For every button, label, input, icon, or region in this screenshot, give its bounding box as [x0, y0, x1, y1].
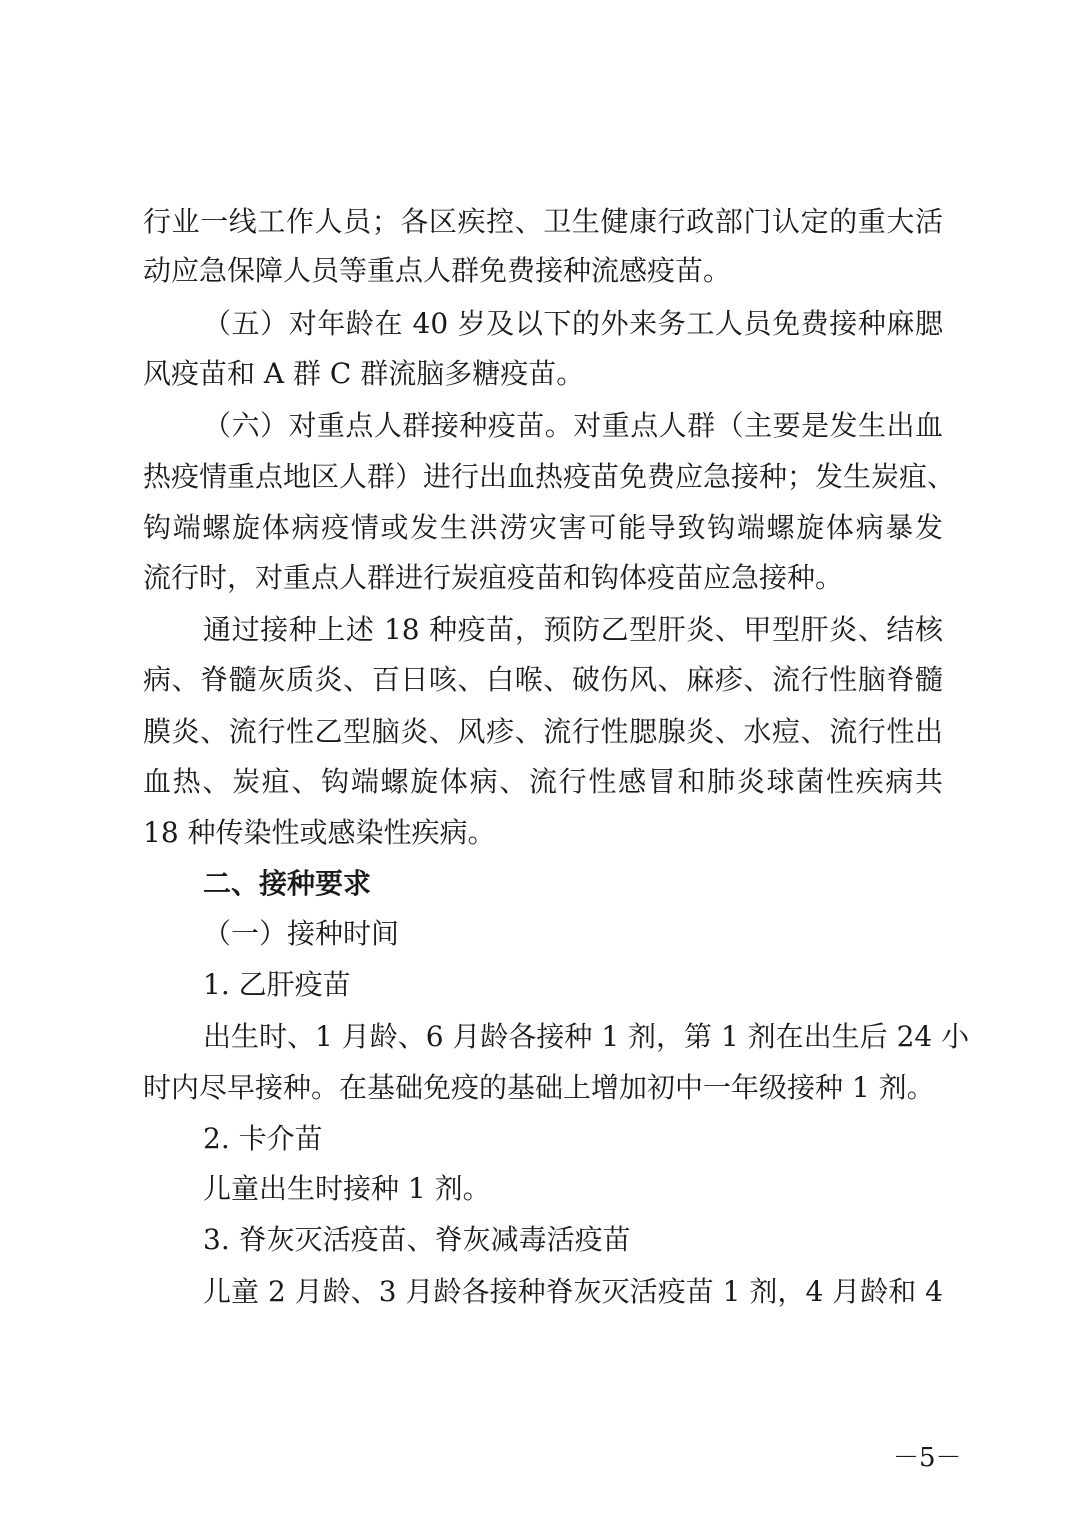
paragraph-line: 动应急保障人员等重点人群免费接种流感疫苗。	[143, 254, 732, 287]
item-heading: 3. 脊灰灭活疫苗、脊灰减毒活疫苗	[203, 1223, 631, 1256]
paragraph-line: 出生时、1 月龄、6 月龄各接种 1 剂，第 1 剂在出生后 24 小	[203, 1020, 970, 1053]
paragraph-line: 儿童 2 月龄、3 月龄各接种脊灰灭活疫苗 1 剂，4 月龄和 4	[203, 1275, 943, 1308]
page-number: －5－	[893, 1443, 962, 1473]
paragraph-line: 热疫情重点地区人群）进行出血热疫苗免费应急接种；发生炭疽、	[143, 460, 956, 493]
item-heading: 1. 乙肝疫苗	[203, 968, 351, 1001]
paragraph-line: 血热、炭疽、钩端螺旋体病、流行性感冒和肺炎球菌性疾病共	[143, 765, 943, 798]
subsection-heading: （一）接种时间	[203, 917, 400, 950]
paragraph-line: 病、脊髓灰质炎、百日咳、白喉、破伤风、麻疹、流行性脑脊髓	[143, 663, 943, 696]
paragraph-line: （五）对年龄在 40 岁及以下的外来务工人员免费接种麻腮	[203, 307, 943, 340]
paragraph-line: 流行时，对重点人群进行炭疽疫苗和钩体疫苗应急接种。	[143, 561, 844, 594]
section-heading: 二、接种要求	[203, 867, 372, 900]
paragraph-line: 通过接种上述 18 种疫苗，预防乙型肝炎、甲型肝炎、结核	[203, 613, 943, 646]
paragraph-line: 儿童出生时接种 1 剂。	[203, 1172, 491, 1205]
paragraph-line: （六）对重点人群接种疫苗。对重点人群（主要是发生出血	[203, 409, 943, 442]
paragraph-line: 钩端螺旋体病疫情或发生洪涝灾害可能导致钩端螺旋体病暴发	[143, 511, 943, 544]
paragraph-line: 行业一线工作人员；各区疾控、卫生健康行政部门认定的重大活	[143, 205, 943, 238]
paragraph-line: 膜炎、流行性乙型脑炎、风疹、流行性腮腺炎、水痘、流行性出	[143, 715, 943, 748]
item-heading: 2. 卡介苗	[203, 1122, 323, 1155]
paragraph-line: 时内尽早接种。在基础免疫的基础上增加初中一年级接种 1 剂。	[143, 1071, 935, 1104]
paragraph-line: 风疫苗和 A 群 C 群流脑多糖疫苗。	[143, 357, 585, 390]
paragraph-line: 18 种传染性或感染性疾病。	[143, 816, 496, 849]
